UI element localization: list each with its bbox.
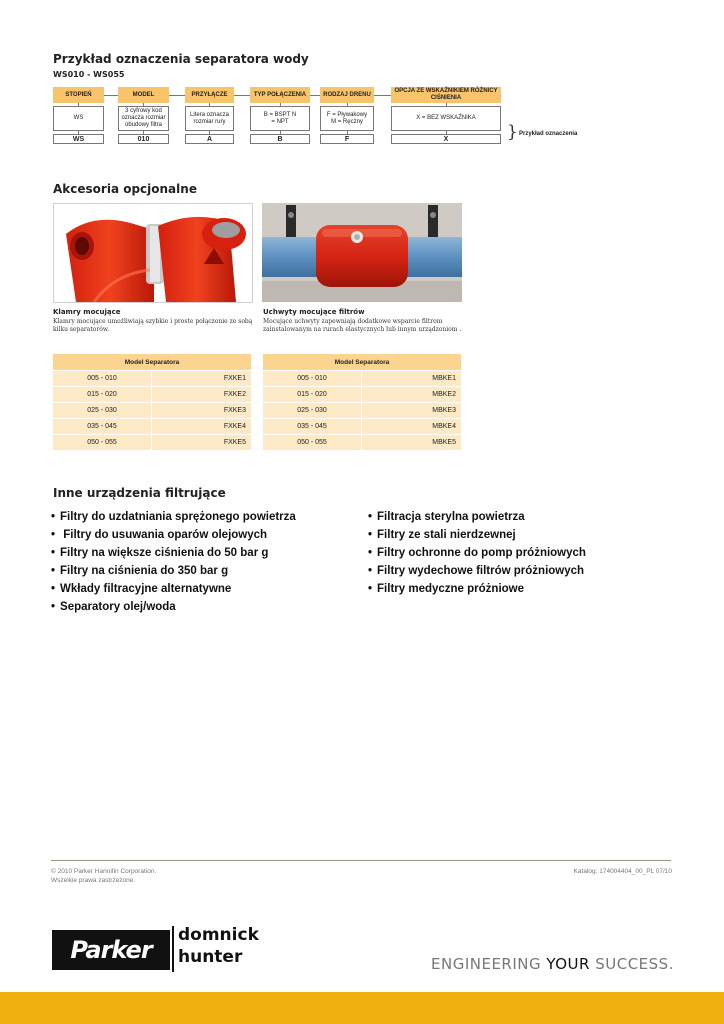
clamp-table [53,354,251,450]
table-cell-range: 005 - 010 [53,371,151,386]
code-opcja: X [391,134,501,144]
list-item: • Filtry medyczne próżniowe [368,580,586,598]
table-cell-range: 025 - 030 [53,403,151,418]
accessories-title: Akcesoria opcjonalne [53,182,197,196]
table-row [263,387,461,402]
list-item: • Filtry na większe ciśnienia do 50 bar g [51,544,296,562]
desc-typ-polaczenia: B = BSPT N = NPT [250,106,310,131]
slogan [431,955,674,973]
parker-logo-text: Parker [70,936,152,964]
table-cell-code: MBKE4 [362,419,461,434]
other-list-right [368,508,586,598]
table-row [53,403,251,418]
table-cell-code: FXKE4 [152,419,251,434]
code-typ-polaczenia: B [250,134,310,144]
table-cell-code: FXKE5 [152,435,251,450]
brace-icon: } [507,122,518,142]
desc-rodzaj-drenu: F = Pływakowy M = Ręczny [320,106,374,131]
parker-logo [52,930,170,970]
list-item: • Filtry do usuwania oparów olejowych [51,526,296,544]
slogan-part-b: YOUR [546,955,590,973]
table-row [263,419,461,434]
table-cell-code: MBKE5 [362,435,461,450]
header-opcja: OPCJA ZE WSKAŹNIKIEM RÓŻNICY CIŚNIENIA [391,87,501,103]
designation-title: Przykład oznaczenia separatora wody [53,52,309,66]
header-typ-polaczenia: TYP POŁĄCZENIA [250,87,310,103]
table-row [53,435,251,450]
desc-stopien: WS [53,106,104,131]
footer-accent-bar [0,992,724,1024]
table-header: Model Separatora [263,354,461,370]
clamp-photo [53,203,253,303]
slogan-part-a: ENGINEERING [431,955,547,973]
table-cell-range: 035 - 045 [53,419,151,434]
list-item: • Filtry ze stali nierdzewnej [368,526,586,544]
catalog-text: Katalog: 174004404_00_PL 07/10 [573,868,672,875]
table-cell-code: FXKE2 [152,387,251,402]
header-stopien: STOPIEŃ [53,87,104,103]
other-list-left [51,508,296,616]
list-item: • Filtry ochronne do pomp próżniowych [368,544,586,562]
table-row [53,387,251,402]
list-item: • Filtry do uzdatniania sprężonego powietrza [51,508,296,526]
list-item: • Filtry na ciśnienia do 350 bar g [51,562,296,580]
table-cell-code: MBKE1 [362,371,461,386]
bracket-photo [262,203,462,302]
brand-line-2: hunter [178,947,243,967]
desc-model: 3 cyfrowy kod oznacza rozmiar obudowy filtra [118,106,169,131]
code-przylacze: A [185,134,234,144]
table-cell-code: FXKE1 [152,371,251,386]
table-cell-range: 050 - 055 [263,435,361,450]
footer-divider [51,860,671,861]
example-label: Przykład oznaczenia [519,131,578,137]
table-cell-range: 035 - 045 [263,419,361,434]
table-cell-range: 005 - 010 [263,371,361,386]
table-cell-range: 050 - 055 [53,435,151,450]
list-item: • Filtry wydechowe filtrów próżniowych [368,562,586,580]
table-cell-code: MBKE2 [362,387,461,402]
bracket-caption-text: Mocujące uchwyty zapewniają dodatkowe wsparcie filtrom zainstalowanym na rurach elastycznych lub innym urządzeniom . [263,318,462,333]
header-rodzaj-drenu: RODZAJ DRENU [320,87,374,103]
table-cell-code: FXKE3 [152,403,251,418]
table-cell-range: 015 - 020 [53,387,151,402]
rights-text: Wszelkie prawa zastrzeżone. [51,877,136,884]
header-model: MODEL [118,87,169,103]
code-stopien: WS [53,134,104,144]
slogan-part-c: SUCCESS. [589,955,674,973]
desc-przylacze: Litera oznacza rozmiar rury [185,106,234,131]
table-row [263,403,461,418]
copyright-text: © 2010 Parker Hannifin Corporation. [51,868,157,875]
brand-line-1: domnick [178,925,259,945]
clamp-caption-title: Klamry mocujące [53,308,121,316]
table-cell-range: 015 - 020 [263,387,361,402]
bracket-table [263,354,461,450]
code-model: 010 [118,134,169,144]
header-przylacze: PRZYŁĄCZE [185,87,234,103]
table-row [53,371,251,386]
list-item: • Wkłady filtracyjne alternatywne [51,580,296,598]
bracket-caption-title: Uchwyty mocujące filtrów [263,308,365,316]
desc-opcja: X = BEZ WSKAŹNIKA [391,106,501,131]
list-item: • Filtracja sterylna powietrza [368,508,586,526]
logo-divider [172,926,174,972]
clamp-caption-text: Klamry mocujące umożliwiają szybkie i proste połączenie ze sobą kilku separatorów. [53,318,253,333]
list-item: • Separatory olej/woda [51,598,296,616]
other-title: Inne urządzenia filtrujące [53,486,226,500]
designation-subtitle: WS010 - WS055 [53,70,125,79]
table-cell-range: 025 - 030 [263,403,361,418]
table-row [263,371,461,386]
table-row [263,435,461,450]
table-cell-code: MBKE3 [362,403,461,418]
table-row [53,419,251,434]
code-rodzaj-drenu: F [320,134,374,144]
domnick-hunter-logo [178,924,259,968]
table-header: Model Separatora [53,354,251,370]
